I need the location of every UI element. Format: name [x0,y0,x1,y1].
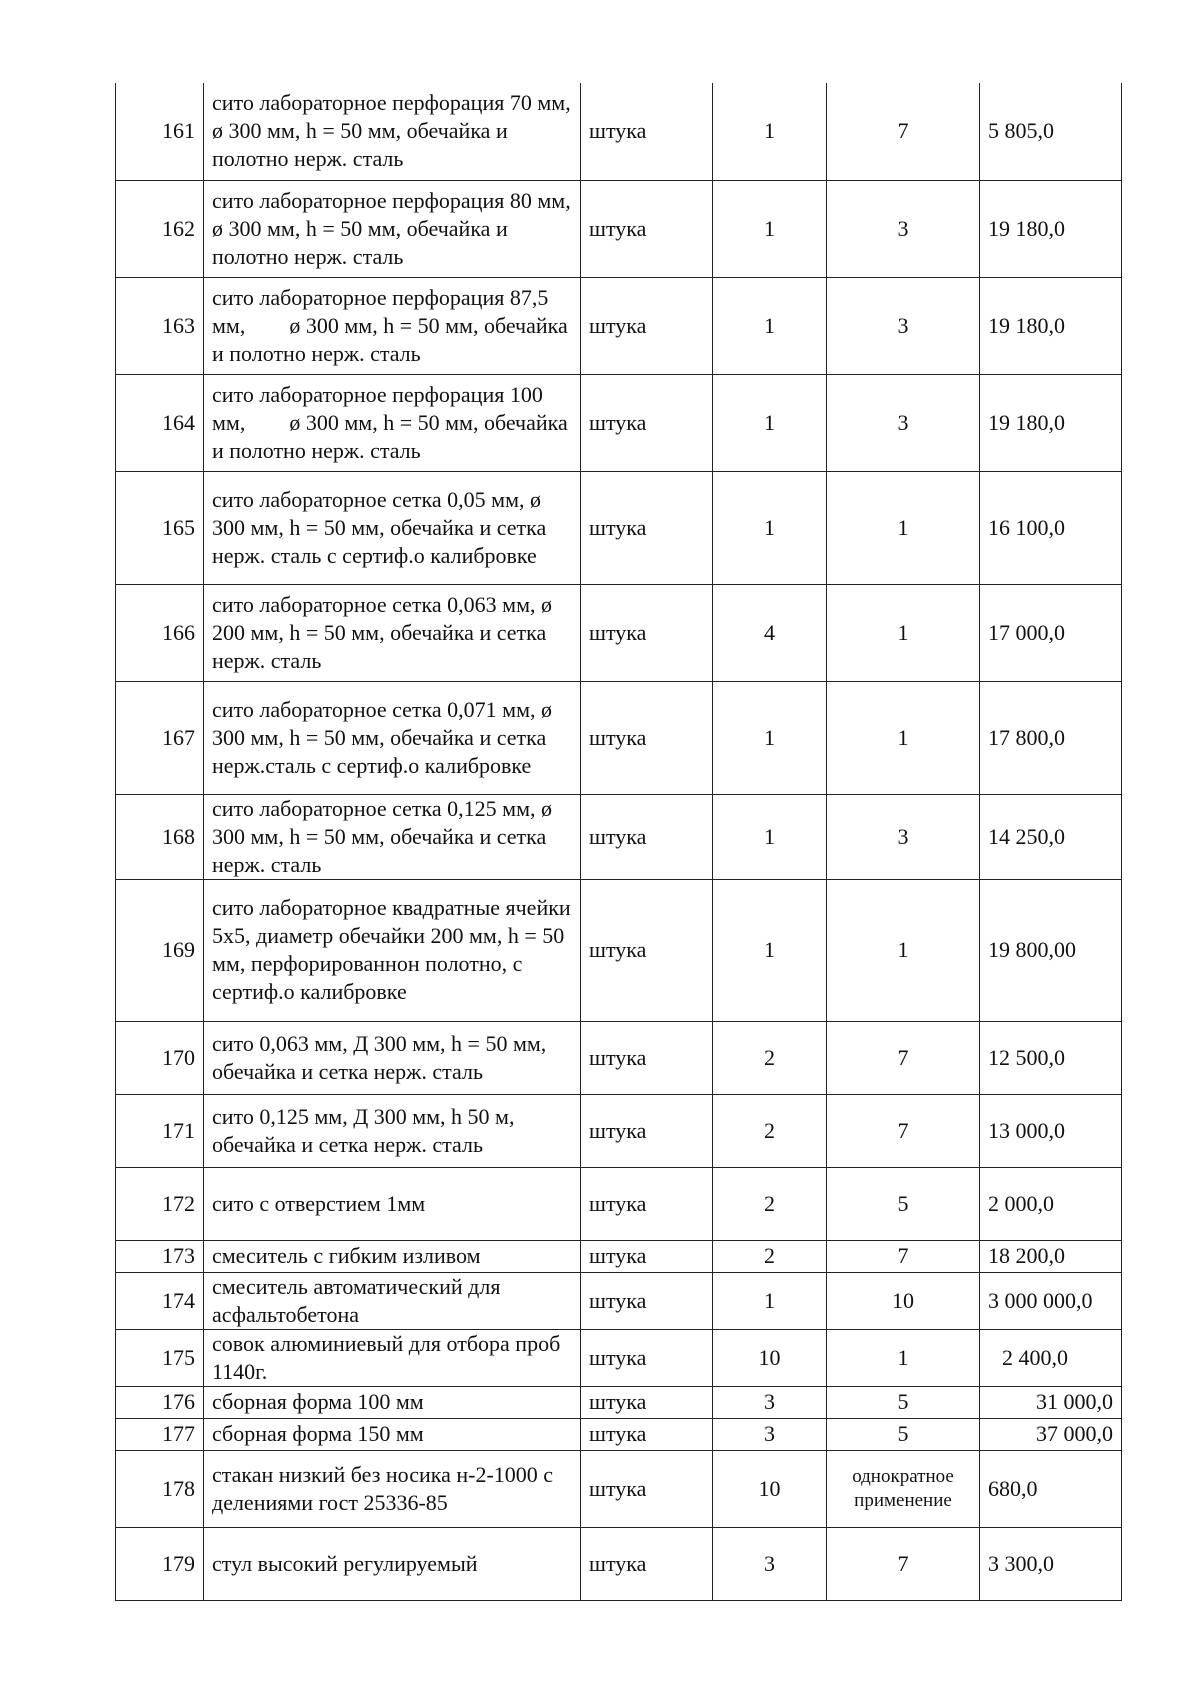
item-unit: штука [581,584,713,681]
row-number: 179 [116,1527,204,1600]
item-quantity: 1 [713,471,827,584]
row-number: 176 [116,1386,204,1418]
item-name: сито лабораторное перфорация 87,5 мм, ø 300 мм, h = 50 мм, обечайка и полотно нерж. сталь [204,277,581,374]
item-price: 2 000,0 [980,1167,1122,1240]
item-price: 16 100,0 [980,471,1122,584]
item-quantity: 3 [713,1527,827,1600]
item-name: сито лабораторное перфорация 80 мм, ø 300 мм, h = 50 мм, обечайка и полотно нерж. сталь [204,180,581,277]
item-quantity: 2 [713,1240,827,1272]
row-number: 163 [116,277,204,374]
item-quantity: 10 [713,1329,827,1386]
row-number: 165 [116,471,204,584]
table-row [116,1450,1122,1527]
item-quantity: 1 [713,374,827,471]
item-quantity: 2 [713,1021,827,1094]
item-price: 17 800,0 [980,681,1122,794]
row-number: 173 [116,1240,204,1272]
item-term: 7 [827,1527,980,1600]
item-term: 1 [827,1329,980,1386]
table-row [116,180,1122,277]
item-quantity: 1 [713,879,827,1021]
item-name: смеситель автоматический для асфальтобетона [204,1272,581,1329]
item-name: сборная форма 150 мм [204,1418,581,1450]
item-price: 37 000,0 [980,1418,1122,1450]
item-price: 2 400,0 [980,1329,1122,1386]
item-name: сито с отверстием 1мм [204,1167,581,1240]
item-term: 7 [827,1021,980,1094]
item-name: сито лабораторное сетка 0,125 мм, ø 300 мм, h = 50 мм, обечайка и сетка нерж. сталь [204,794,581,879]
item-quantity: 1 [713,180,827,277]
item-unit: штука [581,374,713,471]
item-quantity: 10 [713,1450,827,1527]
item-unit: штука [581,180,713,277]
item-unit: штука [581,794,713,879]
item-term: 3 [827,277,980,374]
item-price: 19 800,00 [980,879,1122,1021]
item-name: совок алюминиевый для отбора проб 1140г. [204,1329,581,1386]
item-term: 7 [827,1240,980,1272]
item-unit: штука [581,1167,713,1240]
table-row [116,1167,1122,1240]
item-price: 18 200,0 [980,1240,1122,1272]
table-row [116,83,1122,180]
row-number: 164 [116,374,204,471]
table-row [116,471,1122,584]
item-unit: штука [581,1386,713,1418]
row-number: 162 [116,180,204,277]
item-name: стул высокий регулируемый [204,1527,581,1600]
row-number: 174 [116,1272,204,1329]
item-quantity: 4 [713,584,827,681]
table-row [116,794,1122,879]
item-price: 12 500,0 [980,1021,1122,1094]
item-term: 3 [827,794,980,879]
item-unit: штука [581,1418,713,1450]
item-name: сито лабораторное перфорация 100 мм, ø 300 мм, h = 50 мм, обечайка и полотно нерж. сталь [204,374,581,471]
item-term: 7 [827,1094,980,1167]
item-name: сито лабораторное перфорация 70 мм, ø 300 мм, h = 50 мм, обечайка и полотно нерж. сталь [204,83,581,180]
item-name: сито лабораторное сетка 0,063 мм, ø 200 мм, h = 50 мм, обечайка и сетка нерж. сталь [204,584,581,681]
item-term: 1 [827,681,980,794]
item-term: 3 [827,374,980,471]
item-price: 19 180,0 [980,374,1122,471]
item-price: 19 180,0 [980,277,1122,374]
row-number: 167 [116,681,204,794]
item-name: стакан низкий без носика н-2-1000 с делениями гост 25336-85 [204,1450,581,1527]
item-term: 3 [827,180,980,277]
item-term: 5 [827,1418,980,1450]
item-quantity: 1 [713,1272,827,1329]
item-term: 1 [827,879,980,1021]
item-name: сито 0,063 мм, Д 300 мм, h = 50 мм, обечайка и сетка нерж. сталь [204,1021,581,1094]
item-price: 3 000 000,0 [980,1272,1122,1329]
item-price: 17 000,0 [980,584,1122,681]
item-unit: штука [581,1021,713,1094]
table-row [116,584,1122,681]
item-term: 5 [827,1386,980,1418]
item-name: сито лабораторное квадратные ячейки 5х5, диаметр обечайки 200 мм, h = 50 мм, перфорированнон полотно, с сертиф.о калибровке [204,879,581,1021]
item-unit: штука [581,1240,713,1272]
row-number: 175 [116,1329,204,1386]
item-unit: штука [581,83,713,180]
table-row [116,1240,1122,1272]
table-row [116,1021,1122,1094]
table-row [116,1386,1122,1418]
item-term: 7 [827,83,980,180]
item-term: однократное применение [827,1450,980,1527]
item-quantity: 1 [713,83,827,180]
table-row [116,1418,1122,1450]
item-price: 13 000,0 [980,1094,1122,1167]
item-term: 10 [827,1272,980,1329]
item-unit: штука [581,1450,713,1527]
row-number: 169 [116,879,204,1021]
row-number: 166 [116,584,204,681]
item-unit: штука [581,1272,713,1329]
items-table [115,83,1122,1601]
item-quantity: 1 [713,681,827,794]
table-row [116,879,1122,1021]
item-unit: штука [581,879,713,1021]
item-name: сито лабораторное сетка 0,05 мм, ø 300 мм, h = 50 мм, обечайка и сетка нерж. сталь с сертиф.о калибровке [204,471,581,584]
item-unit: штука [581,1329,713,1386]
row-number: 161 [116,83,204,180]
item-price: 680,0 [980,1450,1122,1527]
item-price: 19 180,0 [980,180,1122,277]
table-row [116,681,1122,794]
row-number: 177 [116,1418,204,1450]
item-name: смеситель с гибким изливом [204,1240,581,1272]
item-name: сито 0,125 мм, Д 300 мм, h 50 м, обечайка и сетка нерж. сталь [204,1094,581,1167]
table-row [116,374,1122,471]
item-price: 3 300,0 [980,1527,1122,1600]
item-unit: штука [581,681,713,794]
item-quantity: 1 [713,794,827,879]
item-name: сито лабораторное сетка 0,071 мм, ø 300 мм, h = 50 мм, обечайка и сетка нерж.сталь с сертиф.о калибровке [204,681,581,794]
item-unit: штука [581,1527,713,1600]
item-price: 31 000,0 [980,1386,1122,1418]
row-number: 172 [116,1167,204,1240]
item-quantity: 3 [713,1386,827,1418]
item-term: 1 [827,584,980,681]
table-row [116,1094,1122,1167]
item-quantity: 2 [713,1167,827,1240]
item-term: 5 [827,1167,980,1240]
table-row [116,1272,1122,1329]
item-quantity: 1 [713,277,827,374]
item-unit: штука [581,471,713,584]
row-number: 168 [116,794,204,879]
row-number: 170 [116,1021,204,1094]
item-price: 5 805,0 [980,83,1122,180]
item-unit: штука [581,277,713,374]
item-term: 1 [827,471,980,584]
item-unit: штука [581,1094,713,1167]
row-number: 171 [116,1094,204,1167]
item-name: сборная форма 100 мм [204,1386,581,1418]
item-quantity: 2 [713,1094,827,1167]
item-price: 14 250,0 [980,794,1122,879]
table-row [116,1527,1122,1600]
table-row [116,1329,1122,1386]
item-quantity: 3 [713,1418,827,1450]
table-row [116,277,1122,374]
row-number: 178 [116,1450,204,1527]
